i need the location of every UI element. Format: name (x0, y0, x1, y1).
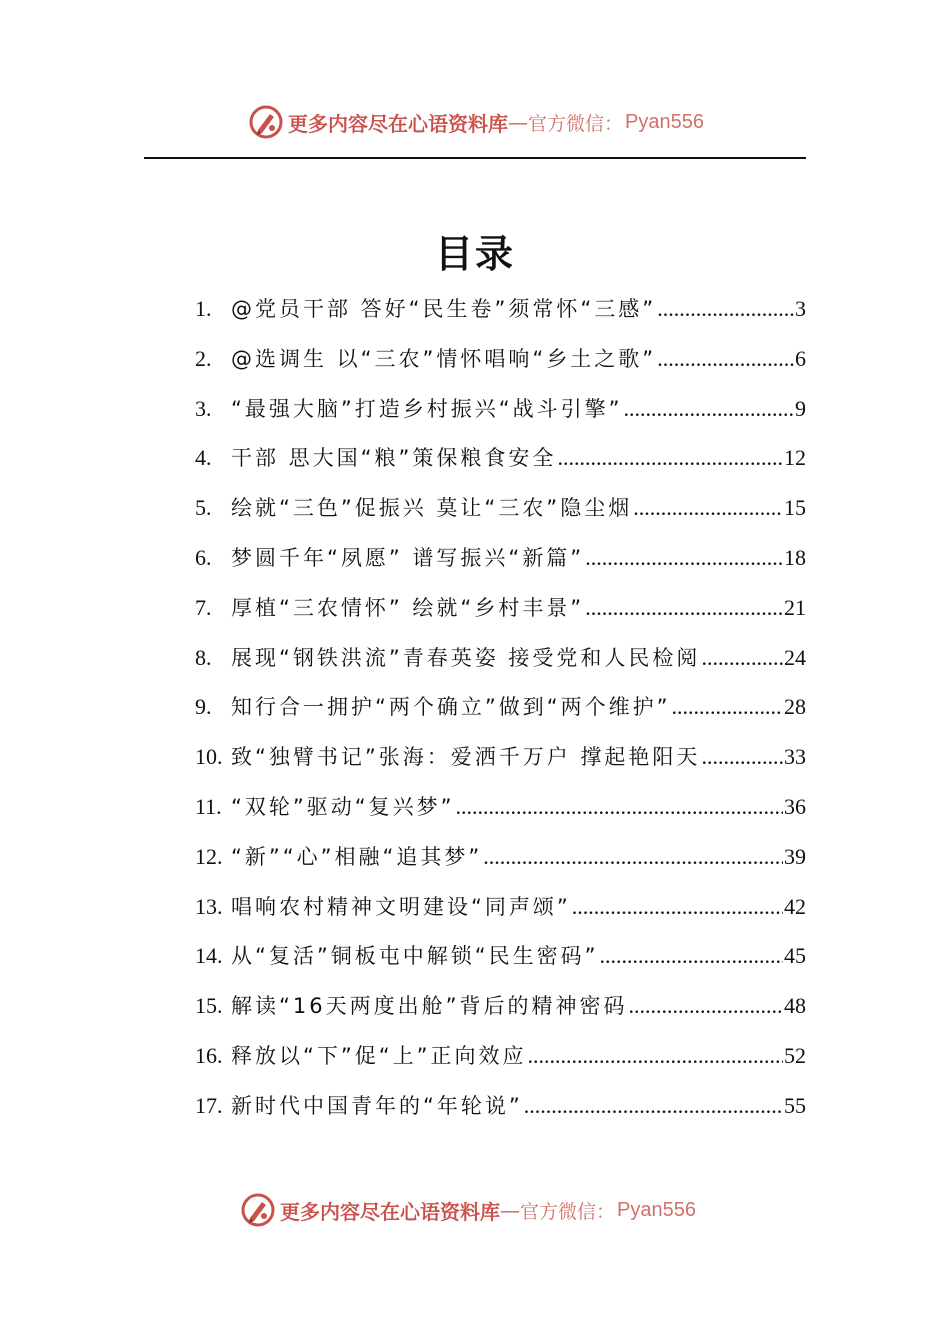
toc-entry[interactable] (195, 284, 806, 334)
toc-entry-number: 4. (195, 445, 212, 471)
toc-entry-page: 24 (784, 644, 806, 670)
banner-wechat-label: 官方微信： (528, 112, 624, 135)
toc-entry-page: 36 (784, 793, 806, 819)
toc-entry-title: “新”“心”相融“追其梦” (231, 844, 483, 869)
header-rule (144, 157, 806, 159)
toc-dot-leader (483, 832, 783, 882)
toc-entry-page: 18 (784, 544, 806, 570)
toc-entry-page: 55 (784, 1092, 806, 1118)
toc-entry-number: 8. (195, 644, 212, 670)
toc-entry-number: 13. (195, 893, 223, 919)
header-banner (248, 102, 704, 142)
toc-dot-leader (524, 1081, 783, 1131)
toc-entry-page: 6 (795, 345, 806, 371)
toc-entry[interactable] (195, 583, 806, 633)
toc-entry-page: 45 (784, 943, 806, 969)
toc-entry[interactable] (195, 384, 806, 434)
toc-entry-number: 10. (195, 744, 223, 770)
toc-entry-title: 唱响农村精神文明建设“同声颂” (231, 894, 571, 919)
toc-dot-leader (572, 882, 783, 932)
toc-dot-leader (585, 533, 783, 583)
toc-entry-page: 42 (784, 893, 806, 919)
toc-entry-title: 致“独臂书记”张海：爱洒千万户 撑起艳阳天 (231, 745, 701, 770)
toc-entry-title: 梦圆千年“夙愿” 谱写振兴“新篇” (231, 545, 585, 570)
toc-dot-leader (628, 981, 783, 1031)
toc-dot-leader (456, 782, 783, 832)
banner-wechat-id: Pyan556 (625, 110, 704, 133)
toc-entry[interactable] (195, 882, 806, 932)
toc-entry-title: 厚植“三农情怀” 绘就“乡村丰景” (231, 595, 585, 620)
toc-dot-leader (585, 583, 783, 633)
toc-entry-title: 绘就“三色”促振兴 莫让“三农”隐尘烟 (231, 496, 633, 521)
toc-entry-number: 11. (195, 793, 222, 819)
toc-entry-number: 6. (195, 544, 212, 570)
toc-dot-leader (657, 334, 794, 384)
toc-entry-number: 17. (195, 1092, 223, 1118)
toc-entry-title: 知行合一拥护“两个确立”做到“两个维护” (231, 695, 671, 720)
toc-entry[interactable] (195, 433, 806, 483)
toc-entry-title: 新时代中国青年的“年轮说” (231, 1093, 523, 1118)
banner-dash: — (500, 1198, 520, 1222)
toc-entry[interactable] (195, 334, 806, 384)
toc-entry-number: 15. (195, 993, 223, 1019)
toc-entry[interactable] (195, 682, 806, 732)
banner-dash: — (508, 110, 528, 134)
toc-entry-title: 干部 思大国“粮”策保粮食安全 (231, 446, 557, 471)
banner-main-text: 更多内容尽在心语资料库 (280, 1199, 500, 1224)
toc-dot-leader (624, 384, 794, 434)
toc-entry-number: 1. (195, 296, 212, 321)
toc-entry-page: 52 (784, 1042, 806, 1068)
footer-banner (240, 1190, 696, 1230)
toc-entry-page: 9 (795, 395, 806, 421)
toc-dot-leader (701, 633, 783, 683)
toc-entry-number: 16. (195, 1042, 223, 1068)
banner-wechat-label: 官方微信： (520, 1200, 616, 1223)
toc-entry-number: 5. (195, 495, 212, 521)
toc-entry-page: 3 (795, 296, 806, 321)
toc-entry-number: 3. (195, 395, 212, 421)
toc-entry[interactable] (195, 732, 806, 782)
toc-dot-leader (528, 1031, 783, 1081)
table-of-contents (195, 284, 806, 1131)
toc-entry-number: 12. (195, 843, 223, 869)
toc-entry-title: “双轮”驱动“复兴梦” (231, 794, 455, 819)
page-title: 目录 (434, 231, 515, 276)
toc-entry-page: 21 (784, 594, 806, 620)
toc-entry-page: 39 (784, 843, 806, 869)
banner-wechat-id: Pyan556 (617, 1198, 696, 1221)
toc-entry-number: 9. (195, 694, 212, 720)
toc-entry-title: 从“复活”铜板屯中解锁“民生密码” (231, 944, 599, 969)
toc-entry-title: “最强大脑”打造乡村振兴“战斗引擎” (231, 396, 623, 421)
pen-logo-icon (240, 1192, 276, 1228)
toc-entry-title: 解读“16天两度出舱”背后的精神密码 (231, 994, 628, 1019)
toc-entry[interactable] (195, 633, 806, 683)
toc-entry-title: 展现“钢铁洪流”青春英姿 接受党和人民检阅 (231, 645, 701, 670)
toc-entry-number: 7. (195, 594, 212, 620)
toc-entry-page: 28 (784, 694, 806, 720)
toc-entry[interactable] (195, 981, 806, 1031)
toc-entry-number: 2. (195, 345, 212, 371)
toc-entry-title: 释放以“下”促“上”正向效应 (231, 1043, 527, 1068)
pen-logo-icon (248, 104, 284, 140)
toc-entry[interactable] (195, 533, 806, 583)
toc-entry[interactable] (195, 1081, 806, 1131)
toc-entry[interactable] (195, 782, 806, 832)
toc-entry-page: 48 (784, 993, 806, 1019)
toc-entry-title: @选调生 以“三农”情怀唱响“乡土之歌” (231, 346, 657, 371)
banner-main-text: 更多内容尽在心语资料库 (288, 111, 508, 136)
toc-dot-leader (672, 682, 783, 732)
toc-entry-page: 33 (784, 744, 806, 770)
toc-dot-leader (633, 483, 783, 533)
toc-entry-title: @党员干部 答好“民生卷”须常怀“三感” (231, 297, 657, 321)
toc-entry[interactable] (195, 832, 806, 882)
toc-entry-page: 12 (784, 445, 806, 471)
toc-entry-number: 14. (195, 943, 223, 969)
toc-dot-leader (600, 931, 783, 981)
toc-entry[interactable] (195, 931, 806, 981)
toc-entry[interactable] (195, 1031, 806, 1081)
toc-dot-leader (657, 284, 794, 334)
toc-entry-page: 15 (784, 495, 806, 521)
toc-dot-leader (557, 433, 783, 483)
toc-entry[interactable] (195, 483, 806, 533)
toc-dot-leader (701, 732, 783, 782)
